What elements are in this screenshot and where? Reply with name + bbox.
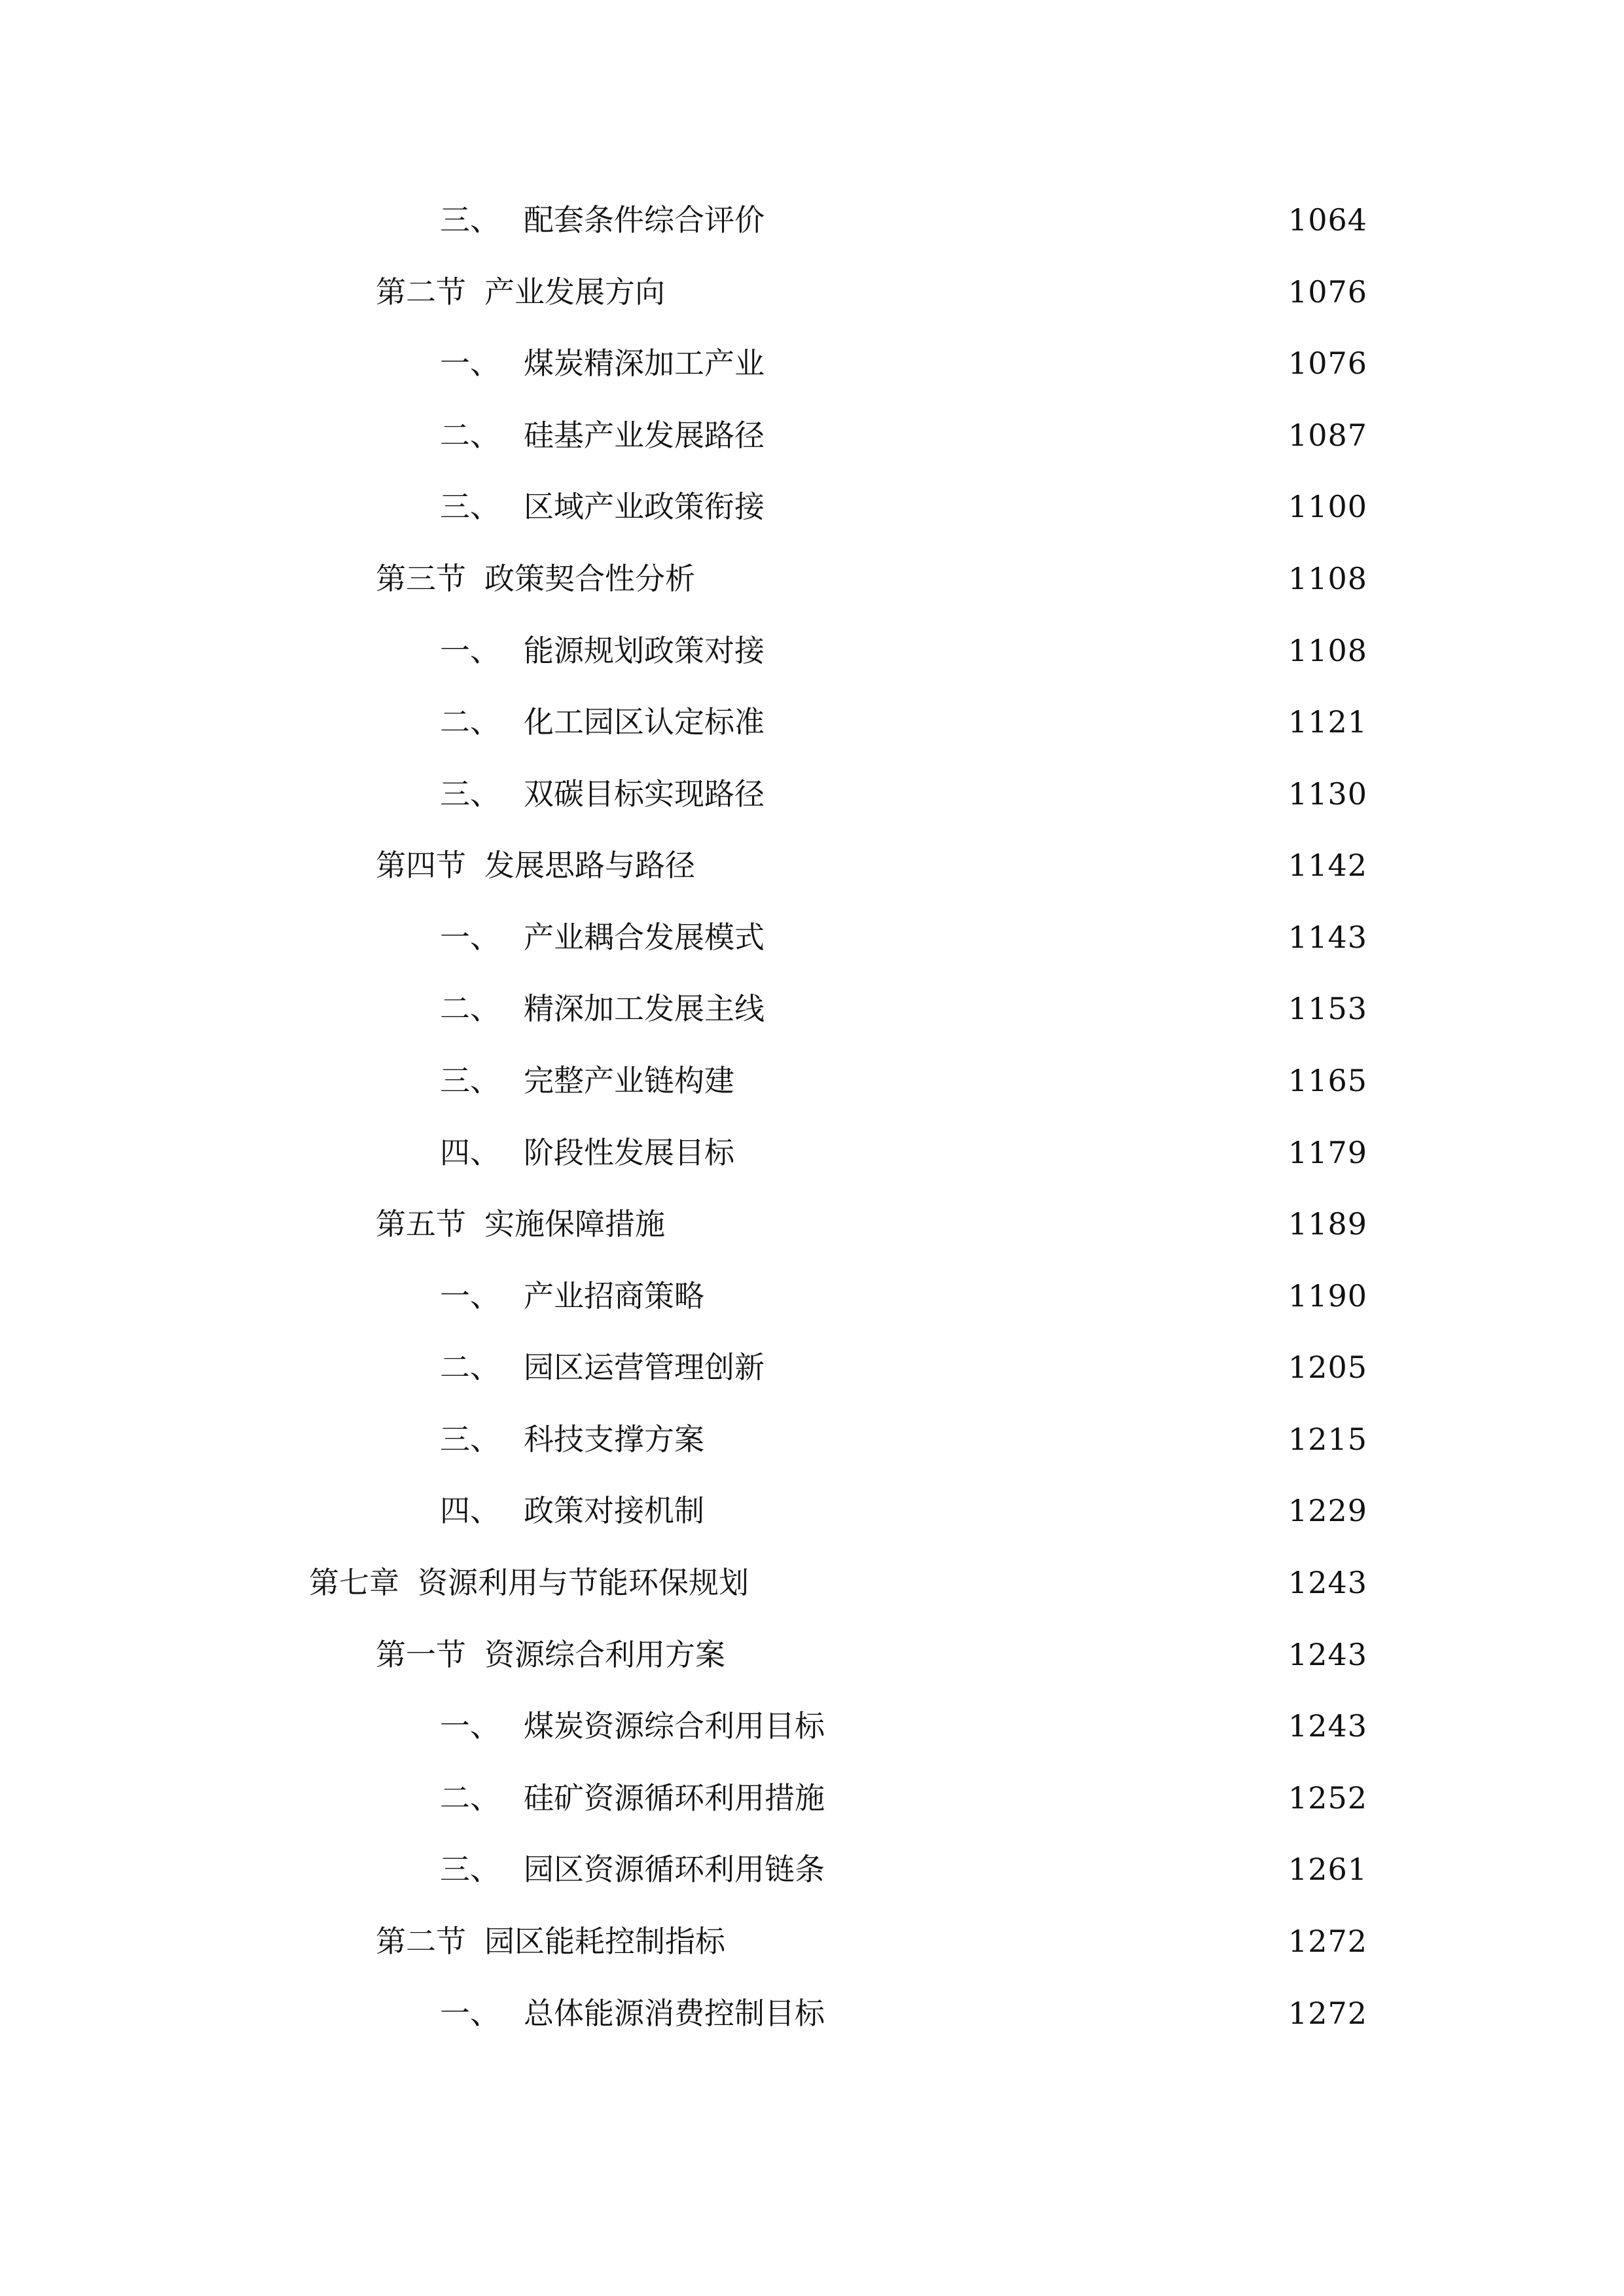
toc-page-number: 1252	[1288, 1780, 1367, 1816]
toc-entry-item[interactable]	[440, 1054, 1367, 1107]
toc-dot-leader	[759, 1556, 1272, 1609]
toc-page-number: 1064	[1288, 202, 1367, 238]
toc-entry-marker: 一、	[440, 633, 500, 668]
toc-entry-marker: 二、	[440, 1350, 500, 1385]
toc-page-number: 1179	[1288, 1135, 1367, 1170]
toc-entry-marker: 四、	[440, 1493, 500, 1528]
toc-page-number: 1153	[1288, 991, 1367, 1026]
toc-page-number: 1121	[1288, 704, 1367, 740]
toc-entry-title: 产业耦合发展模式	[524, 920, 765, 955]
toc-page-number: 1165	[1288, 1063, 1367, 1098]
toc-page-number: 1189	[1288, 1206, 1367, 1242]
toc-dot-leader	[775, 624, 1272, 677]
toc-entry-item[interactable]	[440, 409, 1367, 461]
toc-entry-marker: 第二节	[376, 274, 466, 310]
toc-dot-leader	[835, 1772, 1272, 1824]
toc-entry-title: 完整产业链构建	[524, 1063, 734, 1098]
toc-entry-title: 产业发展方向	[484, 274, 665, 310]
toc-dot-leader	[715, 1270, 1272, 1322]
toc-entry-marker: 三、	[440, 776, 500, 812]
toc-entry-section[interactable]	[376, 1628, 1367, 1681]
toc-entry-item[interactable]	[440, 1126, 1367, 1179]
toc-page-number: 1143	[1288, 920, 1367, 955]
toc-entry-title: 阶段性发展目标	[524, 1135, 734, 1170]
toc-entry-marker: 三、	[440, 1422, 500, 1457]
toc-dot-leader	[745, 1054, 1272, 1107]
toc-dot-leader	[775, 768, 1272, 820]
toc-dot-leader	[775, 409, 1272, 461]
toc-entry-section[interactable]	[376, 1198, 1367, 1250]
toc-entry-item[interactable]	[440, 1700, 1367, 1752]
toc-entry-marker: 一、	[440, 1708, 500, 1744]
toc-entry-title: 精深加工发展主线	[524, 991, 765, 1026]
toc-entry-title: 硅基产业发展路径	[524, 418, 765, 453]
toc-dot-leader	[775, 194, 1272, 246]
toc-entry-title: 政策契合性分析	[484, 561, 695, 596]
toc-entry-marker: 四、	[440, 1135, 500, 1170]
toc-dot-leader	[676, 1198, 1272, 1250]
toc-page-number: 1229	[1288, 1493, 1367, 1528]
toc-page-number: 1076	[1288, 274, 1367, 310]
toc-dot-leader	[835, 1843, 1272, 1895]
toc-dot-leader	[775, 1341, 1272, 1393]
toc-page-number: 1108	[1288, 633, 1367, 668]
toc-entry-title: 总体能源消费控制目标	[524, 1996, 825, 2031]
toc-entry-title: 能源规划政策对接	[524, 633, 765, 668]
toc-entry-marker: 二、	[440, 991, 500, 1026]
toc-entry-title: 资源综合利用方案	[484, 1637, 725, 1672]
toc-entry-marker: 第四节	[376, 848, 466, 883]
toc-page-number: 1215	[1288, 1422, 1367, 1457]
toc-entry-item[interactable]	[440, 1270, 1367, 1322]
toc-dot-leader	[835, 1700, 1272, 1752]
toc-page-number: 1243	[1288, 1637, 1367, 1672]
toc-page-number: 1108	[1288, 561, 1367, 596]
toc-entry-item[interactable]	[440, 1413, 1367, 1465]
toc-entry-marker: 二、	[440, 704, 500, 740]
toc-page-number: 1087	[1288, 418, 1367, 453]
toc-entry-title: 硅矿资源循环利用措施	[524, 1780, 825, 1816]
toc-entry-marker: 一、	[440, 346, 500, 381]
toc-entry-marker: 第七章	[309, 1565, 399, 1600]
toc-entry-title: 园区运营管理创新	[524, 1350, 765, 1385]
toc-dot-leader	[715, 1484, 1272, 1537]
toc-entry-section[interactable]	[376, 552, 1367, 605]
toc-dot-leader	[775, 911, 1272, 963]
toc-entry-marker: 二、	[440, 1780, 500, 1816]
toc-entry-item[interactable]	[440, 624, 1367, 677]
toc-entry-title: 园区能耗控制指标	[484, 1924, 725, 1959]
toc-entry-item[interactable]	[440, 1987, 1367, 2039]
toc-entry-marker: 第一节	[376, 1637, 466, 1672]
toc-entry-item[interactable]	[440, 1843, 1367, 1895]
toc-entry-section[interactable]	[376, 1915, 1367, 1967]
toc-dot-leader	[736, 1628, 1272, 1681]
toc-entry-marker: 一、	[440, 1996, 500, 2031]
toc-entry-marker: 三、	[440, 1063, 500, 1098]
toc-entry-title: 煤炭精深加工产业	[524, 346, 765, 381]
toc-entry-title: 科技支撑方案	[524, 1422, 704, 1457]
toc-page-number: 1243	[1288, 1708, 1367, 1744]
toc-entry-marker: 第二节	[376, 1924, 466, 1959]
toc-dot-leader	[745, 1126, 1272, 1179]
toc-dot-leader	[835, 1987, 1272, 2039]
toc-entry-title: 配套条件综合评价	[524, 202, 765, 238]
toc-entry-item[interactable]	[440, 337, 1367, 389]
toc-dot-leader	[706, 552, 1272, 605]
toc-entry-item[interactable]	[440, 696, 1367, 748]
toc-entry-title: 化工园区认定标准	[524, 704, 765, 740]
toc-entry-item[interactable]	[440, 982, 1367, 1035]
toc-dot-leader	[775, 337, 1272, 389]
toc-entry-marker: 三、	[440, 202, 500, 238]
toc-entry-marker: 第三节	[376, 561, 466, 596]
toc-entry-marker: 一、	[440, 920, 500, 955]
toc-page-number: 1205	[1288, 1350, 1367, 1385]
toc-page-number: 1243	[1288, 1565, 1367, 1600]
toc-entry-section[interactable]	[376, 266, 1367, 318]
toc-entry-title: 政策对接机制	[524, 1493, 704, 1528]
toc-entry-item[interactable]	[440, 911, 1367, 963]
toc-entry-section[interactable]	[376, 839, 1367, 891]
toc-entry-title: 园区资源循环利用链条	[524, 1852, 825, 1887]
toc-entry-marker: 三、	[440, 1852, 500, 1887]
toc-dot-leader	[775, 696, 1272, 748]
toc-entry-item[interactable]	[440, 1772, 1367, 1824]
toc-page-number: 1272	[1288, 1924, 1367, 1959]
toc-page-number: 1130	[1288, 776, 1367, 812]
toc-entry-item[interactable]	[440, 768, 1367, 820]
toc-entry-marker: 一、	[440, 1278, 500, 1314]
toc-page-number: 1261	[1288, 1852, 1367, 1887]
toc-page-number: 1272	[1288, 1996, 1367, 2031]
toc-dot-leader	[736, 1915, 1272, 1967]
toc-entry-title: 区域产业政策衔接	[524, 489, 765, 524]
toc-entry-title: 实施保障措施	[484, 1206, 665, 1242]
toc-dot-leader	[775, 982, 1272, 1035]
toc-entry-item[interactable]	[440, 1484, 1367, 1537]
toc-entry-title: 双碳目标实现路径	[524, 776, 765, 812]
toc-dot-leader	[706, 839, 1272, 891]
toc-entry-title: 资源利用与节能环保规划	[418, 1565, 749, 1600]
toc-entry-marker: 三、	[440, 489, 500, 524]
toc-entry-item[interactable]	[440, 1341, 1367, 1393]
toc-dot-leader	[715, 1413, 1272, 1465]
toc-entry-marker: 第五节	[376, 1206, 466, 1242]
toc-page-number: 1142	[1288, 848, 1367, 883]
toc-dot-leader	[676, 266, 1272, 318]
toc-dot-leader	[775, 480, 1272, 533]
toc-page-number: 1190	[1288, 1278, 1367, 1314]
toc-entry-item[interactable]	[440, 480, 1367, 533]
toc-page-number: 1076	[1288, 346, 1367, 381]
toc-entry-title: 煤炭资源综合利用目标	[524, 1708, 825, 1744]
toc-entry-title: 发展思路与路径	[484, 848, 695, 883]
toc-entry-title: 产业招商策略	[524, 1278, 704, 1314]
toc-page-number: 1100	[1288, 489, 1367, 524]
toc-entry-chapter[interactable]	[309, 1556, 1367, 1609]
toc-entry-marker: 二、	[440, 418, 500, 453]
toc-entry-item[interactable]	[440, 194, 1367, 246]
